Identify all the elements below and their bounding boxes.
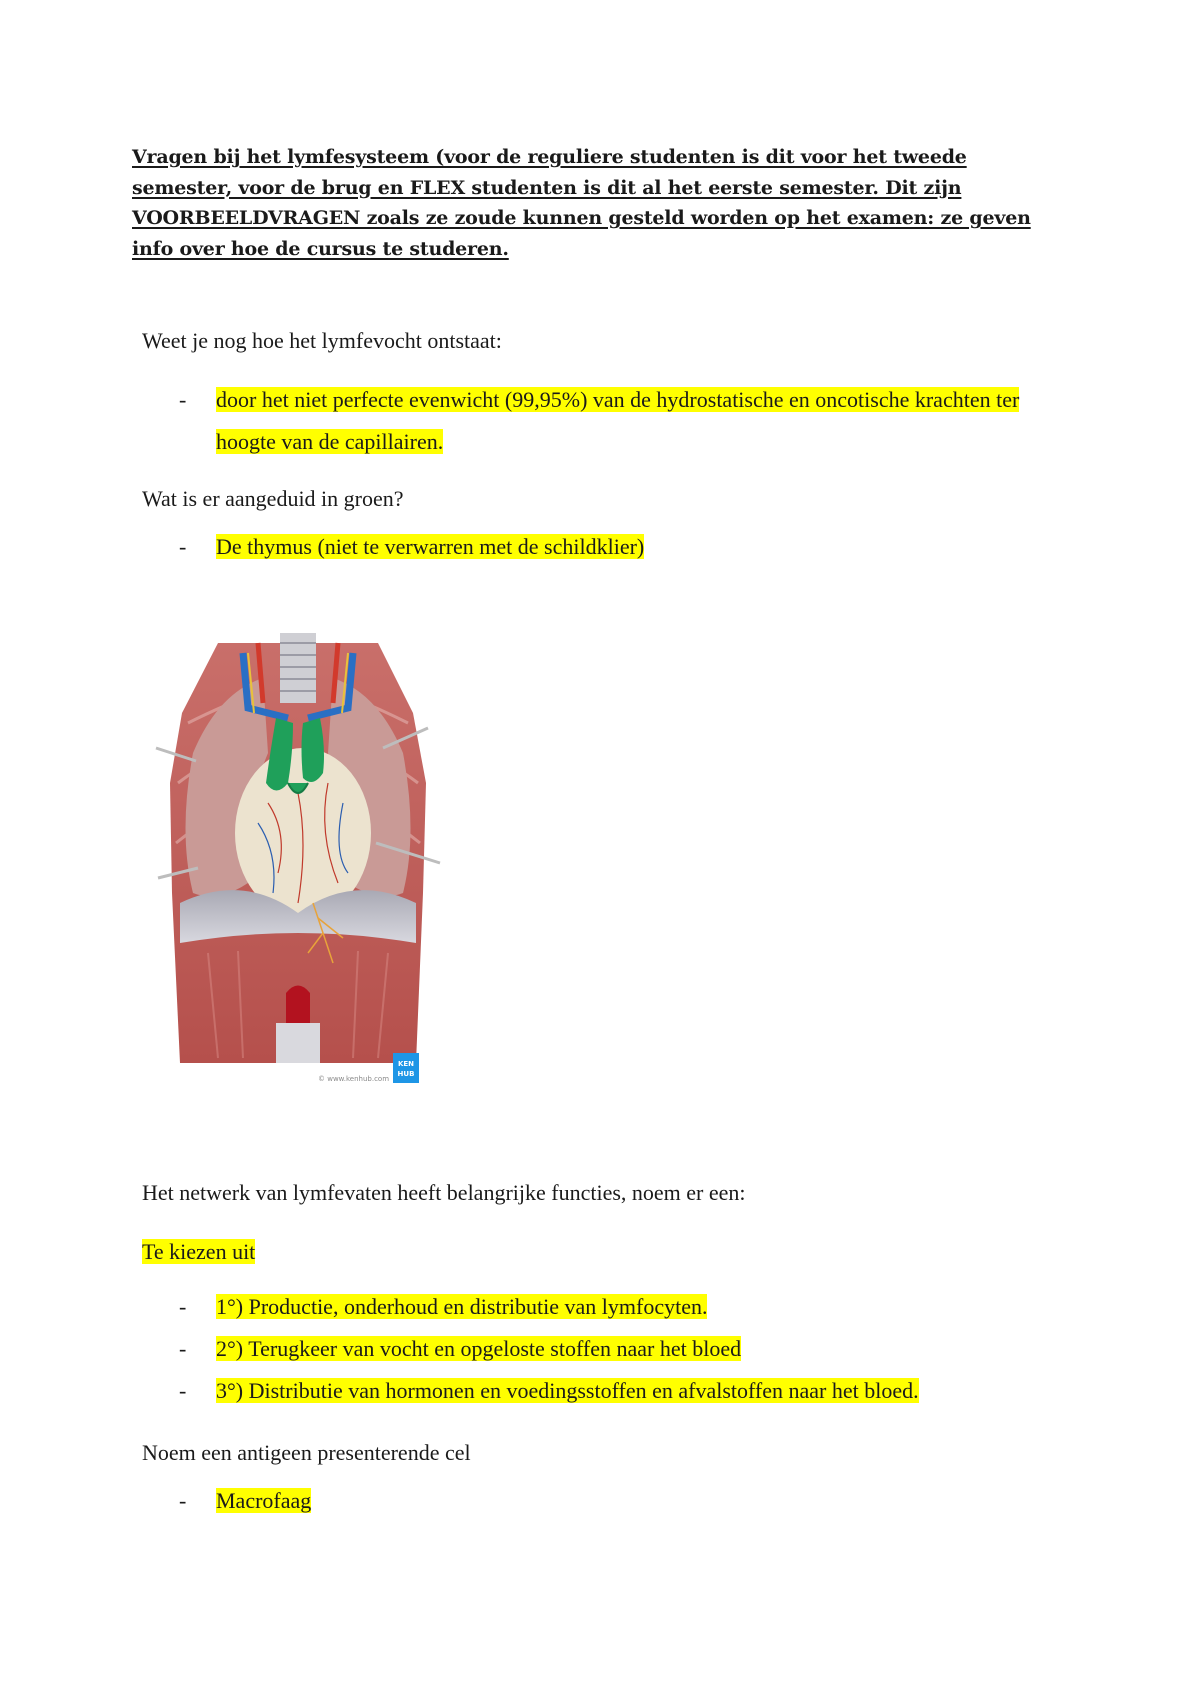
bullet-dash: -: [179, 1488, 187, 1513]
question-lymph-functions: Het netwerk van lymfevaten heeft belangrijke functies, noem er een:: [142, 1180, 746, 1205]
bullet-dash: -: [179, 1294, 187, 1319]
kenhub-logo-line1: KEN: [397, 1060, 415, 1068]
choose-from-intro: [142, 1237, 255, 1267]
bullet-dash: -: [179, 387, 187, 412]
answer-antigen-presenting-cell: [179, 1480, 1039, 1522]
question-antigen-presenting-cell: Noem een antigeen presenterende cel: [142, 1440, 471, 1465]
bullet-dash: -: [179, 1378, 187, 1403]
document-heading: Vragen bij het lymfesysteem (voor de reguliere studenten is dit voor het tweede semester, voor de brug en FLEX studenten is dit al het eerste semester. Dit zijn VOORBEELDVRAGEN zoals ze zoude kunnen gesteld worden op het examen: ze geven info over hoe de cursus te studeren.: [132, 146, 1031, 260]
kenhub-logo: [393, 1053, 419, 1083]
answer-text: 1°) Productie, onderhoud en distributie van lymfocyten.: [216, 1294, 708, 1319]
answer-text: Macrofaag: [216, 1488, 312, 1513]
thorax-anatomy-illustration: [148, 633, 448, 1093]
answer-function-3: [179, 1370, 1039, 1412]
answer-function-1: [179, 1286, 1039, 1328]
answer-text: 2°) Terugkeer van vocht en opgeloste stoffen naar het bloed: [216, 1336, 742, 1361]
question-green-structure: Wat is er aangeduid in groen?: [142, 486, 404, 511]
answer-text: De thymus (niet te verwarren met de schildklier): [216, 534, 645, 559]
answer-lymph-formation: [179, 379, 1039, 463]
choose-from-text: Te kiezen uit: [142, 1239, 256, 1264]
bullet-dash: -: [179, 534, 187, 559]
bullet-dash: -: [179, 1336, 187, 1361]
answer-function-2: [179, 1328, 1039, 1370]
question-lymph-formation: Weet je nog hoe het lymfevocht ontstaat:: [142, 328, 502, 353]
answer-green-structure: [179, 526, 1039, 568]
answer-text: 3°) Distributie van hormonen en voedingsstoffen en afvalstoffen naar het bloed.: [216, 1378, 919, 1403]
watermark-text: © www.kenhub.com: [318, 1075, 390, 1083]
kenhub-logo-line2: HUB: [397, 1070, 415, 1078]
answer-text: door het niet perfecte evenwicht (99,95%) van de hydrostatische en oncotische krachten ter hoogte van de capillairen.: [216, 387, 1020, 454]
